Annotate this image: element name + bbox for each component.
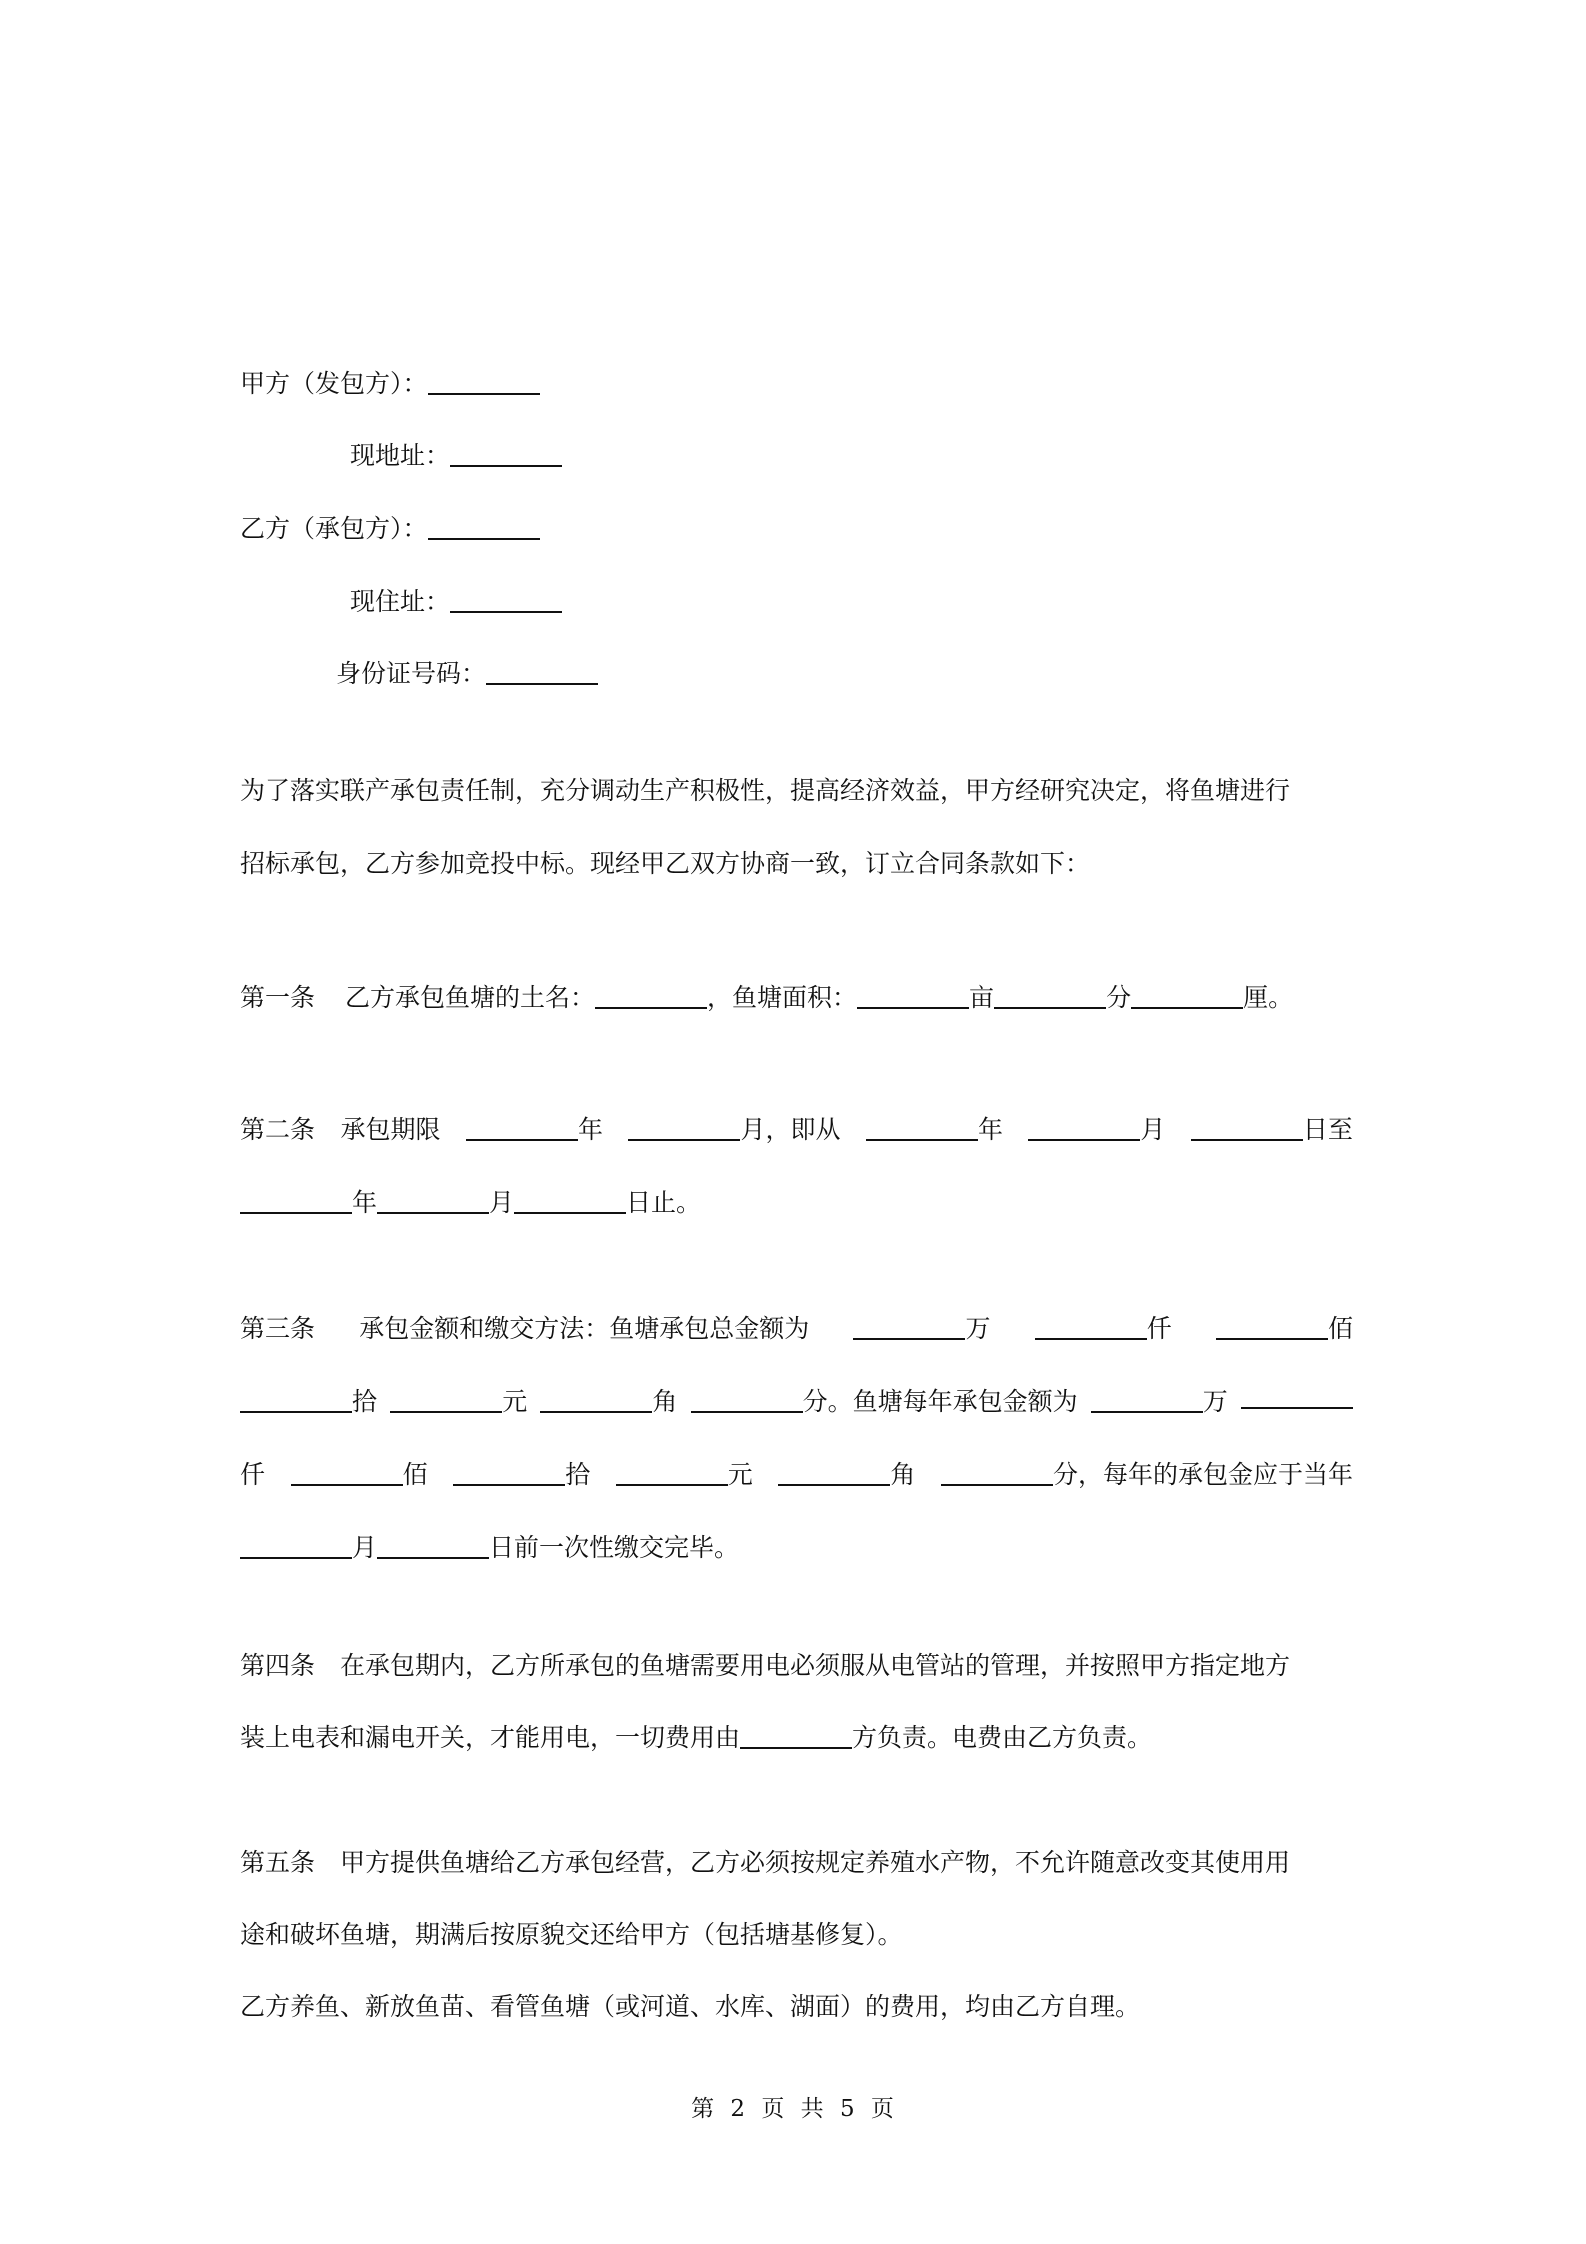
party-a-label: 甲方（发包方）： — [240, 369, 428, 398]
total-fen-blank[interactable] — [691, 1386, 803, 1413]
unit-bai: 佰 — [1327, 1314, 1353, 1343]
party-b-address-line — [350, 582, 1463, 622]
unit-wan: 万 — [965, 1314, 991, 1343]
due-day-blank[interactable] — [377, 1532, 489, 1559]
total-qian-blank[interactable] — [1035, 1313, 1147, 1340]
term-months-blank[interactable] — [628, 1114, 740, 1141]
intro-line-2: 招标承包，乙方参加竞投中标。现经甲乙双方协商一致，订立合同条款如下： — [240, 849, 1091, 878]
article-4-line-2 — [240, 1718, 1353, 1758]
article-1-text: ，鱼塘面积： — [707, 983, 858, 1012]
party-b-address-blank[interactable] — [450, 586, 562, 613]
article-3-line-3 — [240, 1455, 1353, 1495]
annual-shi-blank[interactable] — [453, 1459, 565, 1486]
article-3-line-2 — [240, 1382, 1353, 1422]
intro-line-1: 为了落实联产承包责任制，充分调动生产积极性，提高经济效益，甲方经研究决定，将鱼塘进行 — [240, 776, 1291, 805]
annual-wan-blank[interactable] — [1091, 1386, 1203, 1413]
page-number: 第 2 页 共 5 页 — [691, 2096, 895, 2122]
annual-qian-blank[interactable] — [1241, 1382, 1353, 1409]
area-li-blank[interactable] — [1131, 982, 1243, 1009]
end-year-blank[interactable] — [240, 1187, 352, 1214]
article-2-term-label: 承包期限 — [340, 1115, 441, 1144]
id-number-label: 身份证号码： — [336, 659, 487, 688]
start-year-blank[interactable] — [866, 1114, 978, 1141]
unit-fen: 分 — [1106, 983, 1132, 1012]
unit-bai: 佰 — [402, 1460, 428, 1489]
party-b-address-label: 现住址： — [350, 587, 451, 616]
unit-month: 月 — [352, 1533, 378, 1562]
id-number-line — [336, 654, 1449, 694]
article-3-number: 第三条 — [240, 1314, 316, 1343]
end-day-blank[interactable] — [514, 1187, 626, 1214]
unit-wan: 万 — [1202, 1387, 1228, 1416]
article-1-text: 乙方承包鱼塘的土名： — [345, 983, 596, 1012]
article-1-number: 第一条 — [240, 983, 316, 1012]
unit-year: 年 — [577, 1115, 603, 1144]
unit-yuan: 元 — [502, 1387, 528, 1416]
unit-year: 年 — [352, 1188, 378, 1217]
annual-bai-blank[interactable] — [291, 1459, 403, 1486]
due-month-blank[interactable] — [240, 1532, 352, 1559]
unit-yuan: 元 — [727, 1460, 753, 1489]
party-b-blank[interactable] — [428, 513, 540, 540]
start-month-blank[interactable] — [1028, 1114, 1140, 1141]
unit-qian: 仟 — [240, 1460, 266, 1489]
article-3-line-1 — [240, 1309, 1353, 1349]
party-b-line — [240, 509, 1353, 549]
party-a-blank[interactable] — [428, 368, 540, 395]
unit-qian: 仟 — [1146, 1314, 1172, 1343]
article-2-line-2 — [240, 1183, 1353, 1223]
cost-party-blank[interactable] — [740, 1722, 852, 1749]
term-years-blank[interactable] — [466, 1114, 578, 1141]
unit-jiao: 角 — [652, 1387, 678, 1416]
article-3-text: 日前一次性缴交完毕。 — [489, 1533, 740, 1562]
annual-yuan-blank[interactable] — [616, 1459, 728, 1486]
area-fen-blank[interactable] — [994, 982, 1106, 1009]
article-2-line-1 — [240, 1110, 1353, 1150]
article-2-text: 日至 — [1302, 1115, 1353, 1144]
total-jiao-blank[interactable] — [540, 1386, 652, 1413]
land-name-blank[interactable] — [595, 982, 707, 1009]
article-4-text: 装上电表和漏电开关，才能用电，一切费用由 — [240, 1723, 741, 1752]
unit-jiao: 角 — [890, 1460, 916, 1489]
article-3-text: 分。鱼塘每年承包金额为 — [802, 1387, 1078, 1416]
party-a-address-line — [350, 436, 1463, 476]
unit-shi: 拾 — [565, 1460, 591, 1489]
article-1 — [240, 978, 1353, 1018]
area-mu-blank[interactable] — [857, 982, 969, 1009]
total-yuan-blank[interactable] — [390, 1386, 502, 1413]
unit-year: 年 — [977, 1115, 1003, 1144]
article-3-line-4 — [240, 1528, 1353, 1568]
party-a-address-label: 现地址： — [350, 441, 451, 470]
article-2-text: 日止。 — [626, 1188, 702, 1217]
article-4-line-1: 第四条 在承包期内，乙方所承包的鱼塘需要用电必须服从电管站的管理，并按照甲方指定地方 — [240, 1651, 1291, 1680]
party-a-line — [240, 364, 1353, 404]
unit-mu: 亩 — [969, 983, 995, 1012]
article-5-line-3: 乙方养鱼、新放鱼苗、看管鱼塘（或河道、水库、湖面）的费用，均由乙方自理。 — [240, 1992, 1141, 2021]
end-month-blank[interactable] — [377, 1187, 489, 1214]
start-day-blank[interactable] — [1191, 1114, 1303, 1141]
article-5-line-1: 第五条 甲方提供鱼塘给乙方承包经营，乙方必须按规定养殖水产物，不允许随意改变其使用用 — [240, 1848, 1291, 1877]
article-5-line-2: 途和破坏鱼塘，期满后按原貌交还给甲方（包括塘基修复）。 — [240, 1920, 903, 1949]
unit-month: 月 — [1140, 1115, 1166, 1144]
total-shi-blank[interactable] — [240, 1386, 352, 1413]
article-4-text: 方负责。电费由乙方负责。 — [852, 1723, 1153, 1752]
total-bai-blank[interactable] — [1216, 1313, 1328, 1340]
unit-li: 厘。 — [1243, 983, 1294, 1012]
party-a-address-blank[interactable] — [450, 440, 562, 467]
article-2-number: 第二条 — [240, 1115, 316, 1144]
party-b-label: 乙方（承包方）： — [240, 514, 428, 543]
article-2-text: 月，即从 — [740, 1115, 841, 1144]
total-wan-blank[interactable] — [853, 1313, 965, 1340]
article-3-text: 分，每年的承包金应于当年 — [1052, 1460, 1353, 1489]
annual-fen-blank[interactable] — [941, 1459, 1053, 1486]
article-3-text: 承包金额和缴交方法：鱼塘承包总金额为 — [359, 1314, 810, 1343]
id-number-blank[interactable] — [486, 658, 598, 685]
annual-jiao-blank[interactable] — [778, 1459, 890, 1486]
unit-shi: 拾 — [352, 1387, 378, 1416]
unit-month: 月 — [489, 1188, 515, 1217]
